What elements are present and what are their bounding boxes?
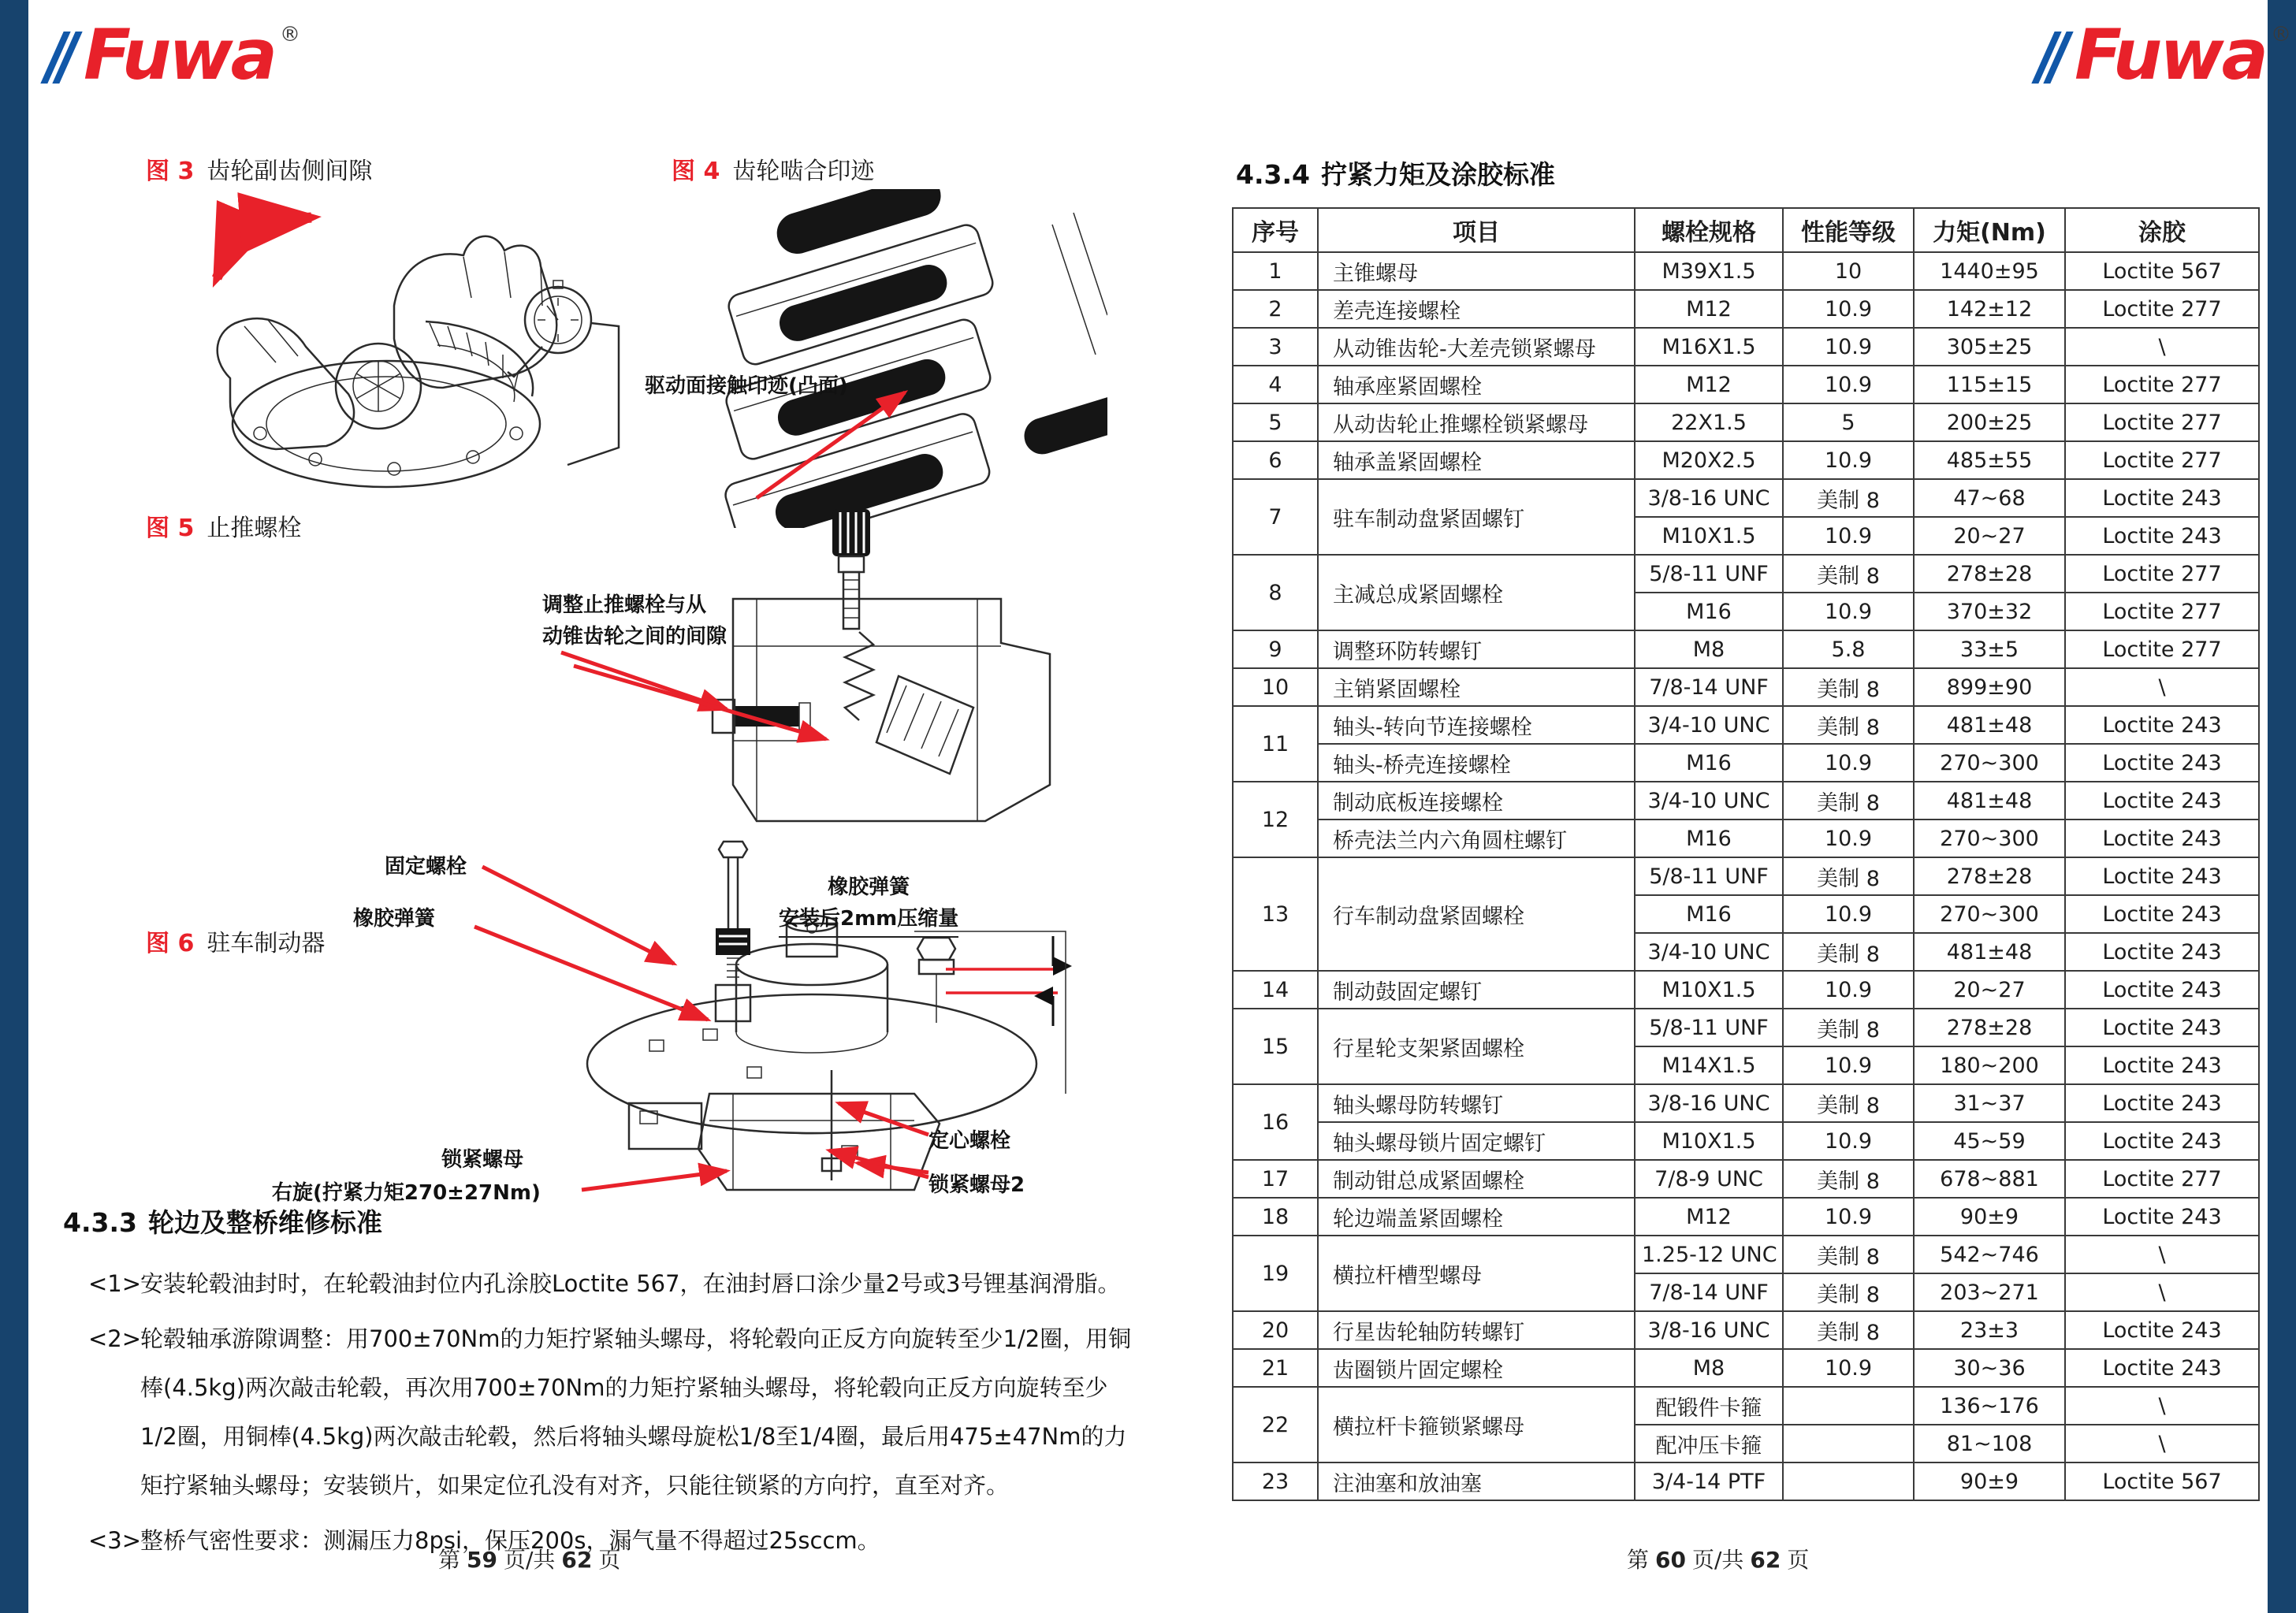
table-row (1233, 555, 2259, 593)
table-row (1233, 1009, 2259, 1046)
cell-spec: M14X1.5 (1635, 1046, 1783, 1084)
cell-item: 轴头-桥壳连接螺栓 (1318, 744, 1635, 782)
note-marker: <1> (88, 1270, 142, 1297)
table-row (1233, 1311, 2259, 1349)
cell-no: 13 (1233, 857, 1318, 971)
cell-item: 注油塞和放油塞 (1318, 1462, 1635, 1500)
note-marker: <2> (88, 1325, 142, 1352)
note-text: 整桥气密性要求：测漏压力8psi，保压200s，漏气量不得超过25sccm。 (140, 1527, 880, 1554)
table-row (1233, 252, 2259, 290)
torque-table-body (1233, 252, 2259, 1500)
figure-5-title: 止推螺栓 (207, 515, 302, 542)
cell-no: 17 (1233, 1160, 1318, 1198)
cell-spec: M39X1.5 (1635, 252, 1783, 290)
cell-torque: 485±55 (1914, 441, 2065, 479)
registered-mark: ® (280, 23, 301, 46)
cell-no: 8 (1233, 555, 1318, 630)
note-text: 安装轮毂油封时，在轮毂油封位内孔涂胶Loctite 567，在油封唇口涂少量2号或3号锂基润滑脂。 (140, 1270, 1121, 1297)
cell-no: 18 (1233, 1198, 1318, 1236)
table-row (1233, 479, 2259, 517)
maintenance-notes-list (88, 1259, 1137, 1571)
cell-no: 16 (1233, 1084, 1318, 1160)
cell-spec: M10X1.5 (1635, 971, 1783, 1009)
fig5-adjust-gap-label (542, 589, 727, 652)
cell-spec: 5/8-11 UNF (1635, 857, 1783, 895)
cell-no: 4 (1233, 366, 1318, 403)
col-header-glue: 涂胶 (2065, 208, 2259, 252)
cell-item: 从动齿轮止推螺栓锁紧螺母 (1318, 403, 1635, 441)
cell-item: 横拉杆卡箍锁紧螺母 (1318, 1387, 1635, 1462)
cell-torque: 542~746 (1914, 1236, 2065, 1273)
cell-glue: Loctite 567 (2065, 252, 2259, 290)
logo-slashes-icon (2043, 32, 2067, 84)
cell-no: 21 (1233, 1349, 1318, 1387)
cell-item: 行星齿轮轴防转螺钉 (1318, 1311, 1635, 1349)
table-row (1233, 820, 2259, 857)
page-footer-right (1627, 1543, 1809, 1574)
cell-item: 制动钳总成紧固螺栓 (1318, 1160, 1635, 1198)
cell-grade: 10 (1783, 252, 1914, 290)
cell-grade: 10.9 (1783, 895, 1914, 933)
cell-item: 驻车制动盘紧固螺钉 (1318, 479, 1635, 555)
cell-spec: M16 (1635, 895, 1783, 933)
cell-no: 12 (1233, 782, 1318, 857)
cell-grade: 10.9 (1783, 1198, 1914, 1236)
table-row (1233, 1198, 2259, 1236)
cell-grade: 美制 8 (1783, 1311, 1914, 1349)
cell-glue: Loctite 243 (2065, 1349, 2259, 1387)
cell-no: 10 (1233, 668, 1318, 706)
cell-glue: Loctite 243 (2065, 971, 2259, 1009)
footer-text: 第 (1627, 1547, 1650, 1573)
cell-spec: 3/8-16 UNC (1635, 1311, 1783, 1349)
cell-spec: 7/8-9 UNC (1635, 1160, 1783, 1198)
col-header-no: 序号 (1233, 208, 1318, 252)
cell-spec: M8 (1635, 1349, 1783, 1387)
cell-item: 轴承盖紧固螺栓 (1318, 441, 1635, 479)
cell-torque: 115±15 (1914, 366, 2065, 403)
footer-text: 页/共 (503, 1547, 556, 1573)
cell-spec: 5/8-11 UNF (1635, 555, 1783, 593)
cell-spec: 3/8-16 UNC (1635, 1084, 1783, 1122)
figure-3-title: 齿轮副齿侧间隙 (207, 158, 373, 185)
section-4-3-4-heading (1236, 154, 1555, 191)
cell-grade: 10.9 (1783, 1046, 1914, 1084)
cell-no: 22 (1233, 1387, 1318, 1462)
cell-glue: Loctite 243 (2065, 479, 2259, 517)
cell-glue: \ (2065, 668, 2259, 706)
cell-torque: 23±3 (1914, 1311, 2065, 1349)
fig6-rubber-spring-right-line1: 橡胶弹簧 (828, 875, 910, 899)
cell-spec: M10X1.5 (1635, 517, 1783, 555)
cell-torque: 136~176 (1914, 1387, 2065, 1425)
cell-spec: 3/4-14 PTF (1635, 1462, 1783, 1500)
cell-grade: 10.9 (1783, 593, 1914, 630)
cell-torque: 481±48 (1914, 706, 2065, 744)
table-row (1233, 290, 2259, 328)
fuwa-logo-right (2043, 14, 2292, 95)
fig6-fixing-bolt-label: 固定螺栓 (385, 855, 467, 879)
cell-spec: M12 (1635, 290, 1783, 328)
cell-torque: 278±28 (1914, 555, 2065, 593)
footer-text: 页 (598, 1547, 621, 1573)
fig5-label-line1: 调整止推螺栓与从 (542, 593, 707, 617)
cell-glue: Loctite 243 (2065, 1122, 2259, 1160)
cell-glue: \ (2065, 328, 2259, 366)
cell-item: 轴头螺母防转螺钉 (1318, 1084, 1635, 1122)
cell-glue: Loctite 243 (2065, 820, 2259, 857)
figure-3-drawing (158, 188, 631, 507)
cell-spec: M16 (1635, 744, 1783, 782)
cell-glue: Loctite 243 (2065, 1009, 2259, 1046)
cell-no: 7 (1233, 479, 1318, 555)
cell-spec: M20X2.5 (1635, 441, 1783, 479)
fig5-label-line2: 动锥齿轮之间的间隙 (542, 625, 728, 649)
cell-spec: 配冲压卡箍 (1635, 1425, 1783, 1462)
cell-glue: Loctite 243 (2065, 1046, 2259, 1084)
cell-item: 制动底板连接螺栓 (1318, 782, 1635, 820)
cell-spec: M10X1.5 (1635, 1122, 1783, 1160)
section-number: 4.3.3 (63, 1207, 137, 1238)
col-header-torque: 力矩(Nm) (1914, 208, 2065, 252)
cell-grade: 10.9 (1783, 1349, 1914, 1387)
cell-no: 15 (1233, 1009, 1318, 1084)
cell-spec: M16 (1635, 593, 1783, 630)
cell-no: 19 (1233, 1236, 1318, 1311)
cell-spec: 配锻件卡箍 (1635, 1387, 1783, 1425)
cell-item: 轴承座紧固螺栓 (1318, 366, 1635, 403)
cell-no: 14 (1233, 971, 1318, 1009)
cell-torque: 270~300 (1914, 820, 2065, 857)
cell-item: 轴头-转向节连接螺栓 (1318, 706, 1635, 744)
cell-item: 差壳连接螺栓 (1318, 290, 1635, 328)
table-row (1233, 328, 2259, 366)
footer-text: 第 (438, 1547, 461, 1573)
cell-grade: 美制 8 (1783, 1084, 1914, 1122)
cell-torque: 370±32 (1914, 593, 2065, 630)
figure-4-drawing (654, 189, 1107, 528)
cell-torque: 203~271 (1914, 1273, 2065, 1311)
figure-5-drawing (489, 504, 1111, 851)
cell-torque: 142±12 (1914, 290, 2065, 328)
figure-3-tag: 图 3 (146, 158, 195, 185)
cell-no: 3 (1233, 328, 1318, 366)
cell-torque: 270~300 (1914, 895, 2065, 933)
logo-wordmark: Fuwa (2075, 14, 2267, 95)
cell-glue: Loctite 277 (2065, 366, 2259, 403)
cell-torque: 81~108 (1914, 1425, 2065, 1462)
cell-torque: 20~27 (1914, 517, 2065, 555)
right-binding-bar (2268, 0, 2296, 1613)
cell-no: 9 (1233, 630, 1318, 668)
cell-spec: 3/4-10 UNC (1635, 706, 1783, 744)
cell-torque: 278±28 (1914, 1009, 2065, 1046)
cell-glue: Loctite 243 (2065, 895, 2259, 933)
cell-glue: Loctite 277 (2065, 630, 2259, 668)
note-marker: <3> (88, 1527, 142, 1554)
cell-grade (1783, 1425, 1914, 1462)
cell-grade: 10.9 (1783, 744, 1914, 782)
cell-glue: Loctite 243 (2065, 706, 2259, 744)
figure-5-tag: 图 5 (146, 515, 195, 542)
cell-spec: M8 (1635, 630, 1783, 668)
left-binding-bar (0, 0, 28, 1613)
table-row (1233, 857, 2259, 895)
cell-item: 齿圈锁片固定螺栓 (1318, 1349, 1635, 1387)
cell-grade: 美制 8 (1783, 479, 1914, 517)
cell-grade: 美制 8 (1783, 706, 1914, 744)
cell-item: 桥壳法兰内六角圆柱螺钉 (1318, 820, 1635, 857)
cell-glue: \ (2065, 1236, 2259, 1273)
footer-total-pages: 62 (1750, 1547, 1781, 1573)
fig6-centering-bolt-label: 定心螺栓 (928, 1129, 1011, 1153)
cell-glue: Loctite 277 (2065, 441, 2259, 479)
cell-item: 行星轮支架紧固螺栓 (1318, 1009, 1635, 1084)
cell-grade: 美制 8 (1783, 668, 1914, 706)
cell-glue: Loctite 243 (2065, 1198, 2259, 1236)
figure-4-caption (672, 151, 874, 186)
table-row (1233, 1084, 2259, 1122)
cell-no: 5 (1233, 403, 1318, 441)
cell-glue: Loctite 243 (2065, 782, 2259, 820)
table-row (1233, 1349, 2259, 1387)
cell-torque: 90±9 (1914, 1462, 2065, 1500)
cell-torque: 899±90 (1914, 668, 2065, 706)
cell-glue: Loctite 277 (2065, 593, 2259, 630)
cell-grade: 10.9 (1783, 1122, 1914, 1160)
figure-4-title: 齿轮啮合印迹 (732, 158, 875, 185)
fig6-rubber-spring-left-label: 橡胶弹簧 (353, 907, 436, 931)
cell-torque: 278±28 (1914, 857, 2065, 895)
cell-spec: 1.25-12 UNC (1635, 1236, 1783, 1273)
cell-spec: 7/8-14 UNF (1635, 668, 1783, 706)
figure-3-caption (146, 151, 372, 186)
section-4-3-3-heading (63, 1202, 382, 1239)
cell-grade: 美制 8 (1783, 555, 1914, 593)
cell-torque: 481±48 (1914, 933, 2065, 971)
cell-torque: 305±25 (1914, 328, 2065, 366)
table-row (1233, 366, 2259, 403)
cell-glue: \ (2065, 1387, 2259, 1425)
cell-grade: 美制 8 (1783, 1273, 1914, 1311)
cell-glue: Loctite 277 (2065, 1160, 2259, 1198)
table-row (1233, 1387, 2259, 1425)
table-row (1233, 1160, 2259, 1198)
cell-grade: 美制 8 (1783, 1236, 1914, 1273)
cell-item: 轮边端盖紧固螺栓 (1318, 1198, 1635, 1236)
fig6-lock-nut-label: 锁紧螺母 (441, 1148, 524, 1172)
table-row (1233, 971, 2259, 1009)
cell-glue: Loctite 243 (2065, 933, 2259, 971)
cell-grade: 10.9 (1783, 366, 1914, 403)
cell-grade: 美制 8 (1783, 1160, 1914, 1198)
table-row (1233, 782, 2259, 820)
maintenance-note (88, 1314, 1137, 1510)
cell-torque: 180~200 (1914, 1046, 2065, 1084)
fig6-lock-nut-torque-label: 右旋(拧紧力矩270±27Nm) (272, 1181, 541, 1205)
table-row (1233, 441, 2259, 479)
cell-no: 11 (1233, 706, 1318, 782)
table-row (1233, 744, 2259, 782)
cell-item: 主减总成紧固螺栓 (1318, 555, 1635, 630)
cell-glue: Loctite 567 (2065, 1462, 2259, 1500)
page-footer-left (438, 1543, 620, 1574)
table-row (1233, 630, 2259, 668)
cell-spec: 3/8-16 UNC (1635, 479, 1783, 517)
cell-no: 2 (1233, 290, 1318, 328)
footer-page-number: 60 (1655, 1547, 1686, 1573)
cell-grade: 美制 8 (1783, 933, 1914, 971)
table-header-row (1233, 208, 2259, 252)
cell-grade: 美制 8 (1783, 782, 1914, 820)
section-title: 拧紧力矩及涂胶标准 (1320, 159, 1555, 190)
cell-glue: Loctite 243 (2065, 1084, 2259, 1122)
cell-glue: \ (2065, 1273, 2259, 1311)
cell-item: 横拉杆槽型螺母 (1318, 1236, 1635, 1311)
figure-6-tag: 图 6 (146, 930, 195, 957)
cell-grade: 美制 8 (1783, 857, 1914, 895)
cell-no: 1 (1233, 252, 1318, 290)
cell-torque: 270~300 (1914, 744, 2065, 782)
cell-torque: 1440±95 (1914, 252, 2065, 290)
cell-torque: 200±25 (1914, 403, 2065, 441)
fig6-compression-label: 安装后2mm压缩量 (779, 903, 958, 938)
cell-spec: 22X1.5 (1635, 403, 1783, 441)
cell-spec: 3/4-10 UNC (1635, 933, 1783, 971)
cell-torque: 47~68 (1914, 479, 2065, 517)
table-row (1233, 1462, 2259, 1500)
cell-spec: 5/8-11 UNF (1635, 1009, 1783, 1046)
cell-glue: Loctite 243 (2065, 744, 2259, 782)
figure-4-tag: 图 4 (672, 158, 720, 185)
cell-grade: 10.9 (1783, 441, 1914, 479)
cell-item: 轴头螺母锁片固定螺钉 (1318, 1122, 1635, 1160)
maintenance-note (88, 1259, 1137, 1308)
cell-spec: 3/4-10 UNC (1635, 782, 1783, 820)
cell-no: 23 (1233, 1462, 1318, 1500)
figure-5-caption (146, 508, 301, 543)
col-header-item: 项目 (1318, 208, 1635, 252)
cell-torque: 33±5 (1914, 630, 2065, 668)
cell-grade: 10.9 (1783, 328, 1914, 366)
table-row (1233, 706, 2259, 744)
section-title: 轮边及整桥维修标准 (147, 1207, 382, 1238)
cell-torque: 31~37 (1914, 1084, 2065, 1122)
cell-grade: 10.9 (1783, 971, 1914, 1009)
table-row (1233, 668, 2259, 706)
cell-glue: Loctite 243 (2065, 857, 2259, 895)
footer-text: 页/共 (1691, 1547, 1744, 1573)
cell-item: 主销紧固螺栓 (1318, 668, 1635, 706)
cell-grade: 10.9 (1783, 290, 1914, 328)
cell-no: 6 (1233, 441, 1318, 479)
cell-grade: 10.9 (1783, 820, 1914, 857)
cell-spec: 7/8-14 UNF (1635, 1273, 1783, 1311)
fig6-lock-nut-2-label: 锁紧螺母2 (928, 1173, 1025, 1197)
cell-no: 20 (1233, 1311, 1318, 1349)
cell-grade: 美制 8 (1783, 1009, 1914, 1046)
cell-item: 调整环防转螺钉 (1318, 630, 1635, 668)
cell-glue: \ (2065, 1425, 2259, 1462)
cell-torque: 20~27 (1914, 971, 2065, 1009)
cell-spec: M12 (1635, 366, 1783, 403)
cell-spec: M16 (1635, 820, 1783, 857)
cell-glue: Loctite 243 (2065, 517, 2259, 555)
cell-glue: Loctite 243 (2065, 1311, 2259, 1349)
cell-spec: M16X1.5 (1635, 328, 1783, 366)
cell-grade: 10.9 (1783, 517, 1914, 555)
cell-torque: 45~59 (1914, 1122, 2065, 1160)
cell-torque: 90±9 (1914, 1198, 2065, 1236)
footer-total-pages: 62 (561, 1547, 593, 1573)
cell-glue: Loctite 277 (2065, 403, 2259, 441)
note-text: 轮毂轴承游隙调整：用700±70Nm的力矩拧紧轴头螺母，将轮毂向正反方向旋转至少1/2圈，用铜棒(4.5kg)两次敲击轮毂，再次用700±70Nm的力矩拧紧轴头螺母，将轮毂向正反方向旋转至少1/2圈，用铜棒(4.5kg)两次敲击轮毂，然后将轴头螺母旋松1/8至1/4圈，最后用475±47Nm的力矩拧紧轴头螺母；安装锁片，如果定位孔没有对齐，只能往锁紧的方向拧，直至对齐。 (140, 1325, 1132, 1499)
col-header-grade: 性能等级 (1783, 208, 1914, 252)
table-row (1233, 1122, 2259, 1160)
footer-text: 页 (1787, 1547, 1810, 1573)
torque-spec-table (1232, 207, 2260, 1501)
logo-wordmark: Fuwa (84, 14, 276, 95)
cell-item: 主锥螺母 (1318, 252, 1635, 290)
cell-torque: 678~881 (1914, 1160, 2065, 1198)
footer-page-number: 59 (467, 1547, 497, 1573)
cell-torque: 30~36 (1914, 1349, 2065, 1387)
figure-6-title: 驻车制动器 (207, 930, 326, 957)
registered-mark: ® (2271, 23, 2292, 46)
cell-grade (1783, 1387, 1914, 1425)
fuwa-logo-left (52, 14, 301, 95)
cell-grade: 5.8 (1783, 630, 1914, 668)
cell-glue: Loctite 277 (2065, 555, 2259, 593)
torque-table-container (1232, 207, 2258, 1501)
section-number: 4.3.4 (1236, 159, 1310, 190)
cell-item: 制动鼓固定螺钉 (1318, 971, 1635, 1009)
fig4-contact-mark-label: 驱动面接触印迹(凸面) (645, 374, 848, 398)
table-row (1233, 1236, 2259, 1273)
cell-glue: Loctite 277 (2065, 290, 2259, 328)
table-row (1233, 403, 2259, 441)
cell-item: 从动锥齿轮-大差壳锁紧螺母 (1318, 328, 1635, 366)
figure-6-caption (146, 924, 325, 958)
cell-grade (1783, 1462, 1914, 1500)
cell-torque: 481±48 (1914, 782, 2065, 820)
cell-grade: 5 (1783, 403, 1914, 441)
col-header-spec: 螺栓规格 (1635, 208, 1783, 252)
cell-item: 行车制动盘紧固螺栓 (1318, 857, 1635, 971)
logo-slashes-icon (52, 32, 76, 84)
fig6-rubber-spring-right-label (779, 872, 958, 938)
cell-spec: M12 (1635, 1198, 1783, 1236)
